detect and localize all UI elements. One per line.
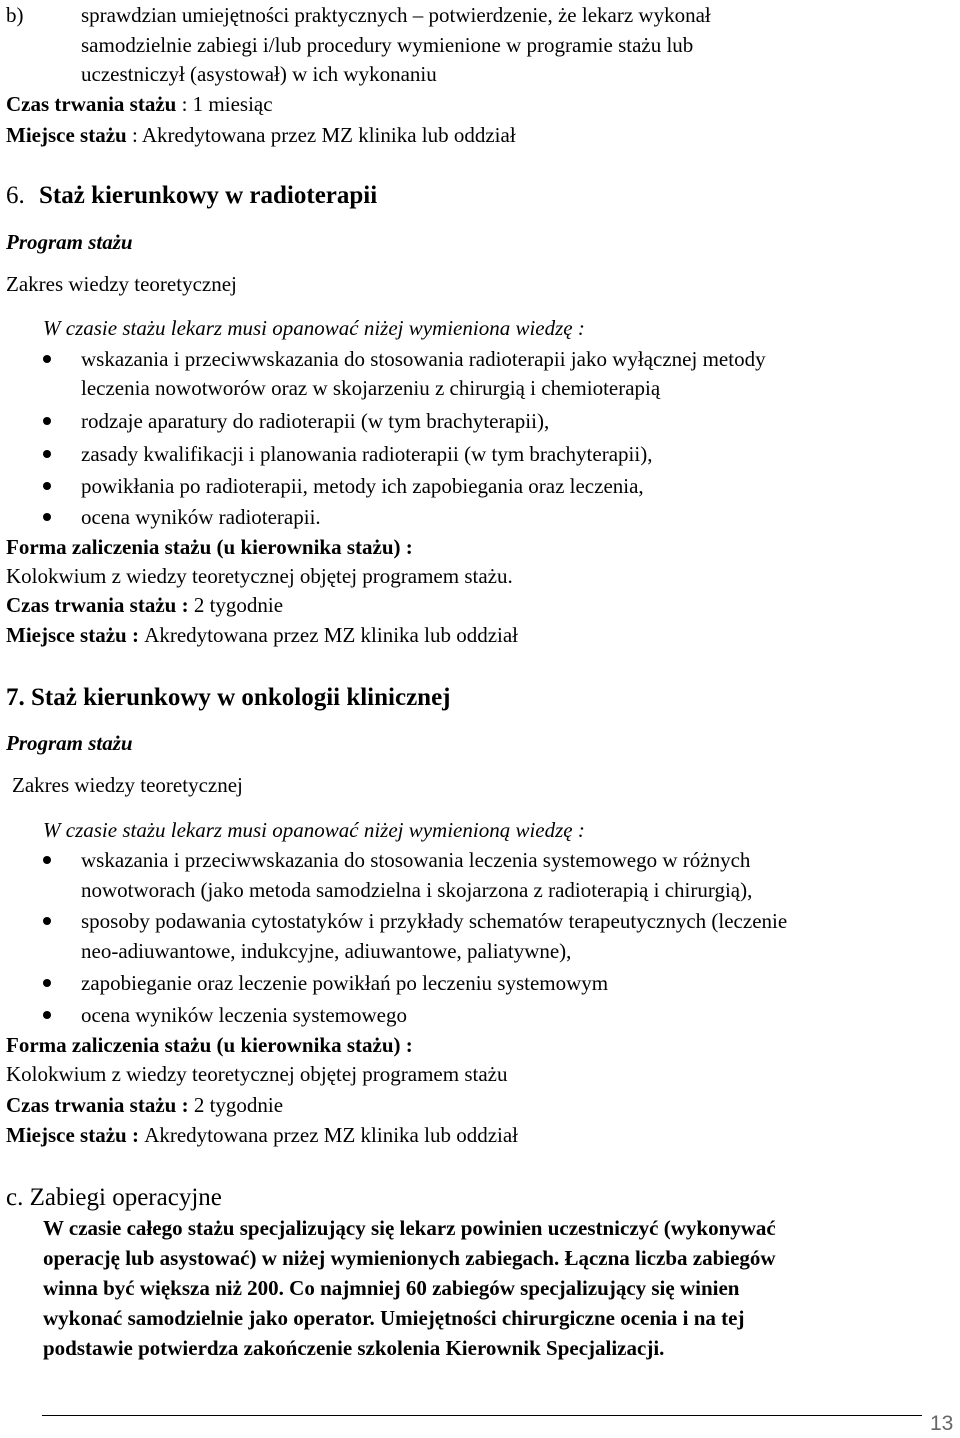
place-label: Miejsce stażu : (6, 1123, 145, 1147)
list-item-text: sposoby podawania cytostatyków i przykłady schematów terapeutycznych (leczenie (81, 909, 788, 933)
form-value: Kolokwium z wiedzy teoretycznej objętej programem stażu (6, 1062, 508, 1086)
bullet-icon (43, 450, 51, 458)
scope-label: Zakres wiedzy teoretycznej (12, 773, 243, 797)
paragraph-line: winna być większa niż 200. Co najmniej 60 zabiegów specjalizujący się winien (43, 1276, 740, 1300)
intro-text: W czasie stażu lekarz musi opanować niżej wymienioną wiedzę : (43, 818, 585, 842)
paragraph-line: wykonać samodzielnie jako operator. Umiejętności chirurgiczne ocenia i na tej (43, 1306, 745, 1330)
place-label: Miejsce stażu : (6, 623, 145, 647)
intro-text: W czasie stażu lekarz musi opanować niżej wymieniona wiedzę : (43, 316, 585, 340)
list-item-text-cont: neo-adiuwantowe, indukcyjne, adiuwantowe, paliatywne), (81, 939, 572, 963)
place-line (6, 1125, 518, 1146)
duration-label: Czas trwania stażu : (6, 593, 194, 617)
page-number: 13 (930, 1412, 954, 1435)
paragraph-line: W czasie całego stażu specjalizujący się lekarz powinien uczestniczyć (wykonywać (43, 1216, 776, 1240)
list-item-text: ocena wyników leczenia systemowego (81, 1003, 407, 1027)
section-7-heading: 7. Staż kierunkowy w onkologii klinicznej (6, 684, 451, 711)
bullet-icon (43, 482, 51, 490)
list-item-b-line1: sprawdzian umiejętności praktycznych – potwierdzenie, że lekarz wykonał (81, 3, 711, 27)
place-line (6, 125, 516, 146)
section-title: Staż kierunkowy w radioterapii (39, 182, 378, 209)
duration-value: : 1 miesiąc (176, 92, 273, 116)
duration-label: Czas trwania stażu (6, 92, 177, 116)
duration-value: 2 tygodnie (193, 1093, 284, 1117)
list-item-text: wskazania i przeciwwskazania do stosowania leczenia systemowego w różnych (81, 848, 751, 872)
form-label: Forma zaliczenia stażu (u kierownika stażu) : (6, 1033, 413, 1057)
bullet-icon (43, 917, 51, 925)
form-label: Forma zaliczenia stażu (u kierownika stażu) : (6, 535, 413, 559)
duration-line (6, 595, 283, 616)
bullet-icon (43, 513, 51, 521)
form-value: Kolokwium z wiedzy teoretycznej objętej programem stażu. (6, 564, 513, 588)
program-label: Program stażu (6, 230, 133, 254)
scope-label: Zakres wiedzy teoretycznej (6, 272, 237, 296)
duration-line (6, 1095, 283, 1116)
bullet-icon (43, 856, 51, 864)
list-item-text: ocena wyników radioterapii. (81, 505, 321, 529)
list-item-text: zasady kwalifikacji i planowania radioterapii (w tym brachyterapii), (81, 442, 653, 466)
list-item-text: zapobieganie oraz leczenie powikłań po leczeniu systemowym (81, 971, 609, 995)
bullet-icon (43, 1011, 51, 1019)
list-item-text: powikłania po radioterapii, metody ich zapobiegania oraz leczenia, (81, 474, 644, 498)
bullet-icon (43, 979, 51, 987)
bullet-icon (43, 355, 51, 363)
place-value: Akredytowana przez MZ klinika lub oddział (144, 1123, 518, 1147)
place-value: : Akredytowana przez MZ klinika lub oddział (126, 123, 516, 147)
list-item-b-line2: samodzielnie zabiegi i/lub procedury wymienione w programie stażu lub (81, 33, 694, 57)
section-number: 6. (6, 182, 25, 209)
list-item-text: wskazania i przeciwwskazania do stosowania radioterapii jako wyłącznej metody (81, 347, 766, 371)
duration-label: Czas trwania stażu : (6, 1093, 194, 1117)
list-item-b-line3: uczestniczył (asystował) w ich wykonaniu (81, 62, 437, 86)
list-marker: b) (6, 3, 24, 27)
program-label: Program stażu (6, 731, 133, 755)
list-item-text-cont: leczenia nowotworów oraz w skojarzeniu z chirurgią i chemioterapią (81, 376, 661, 400)
bullet-icon (43, 417, 51, 425)
duration-value: 2 tygodnie (193, 593, 284, 617)
section-6-heading (6, 183, 377, 208)
paragraph-line: podstawie potwierdza zakończenie szkolenia Kierownik Specjalizacji. (43, 1336, 665, 1360)
duration-line (6, 94, 273, 115)
list-item-text-cont: nowotworach (jako metoda samodzielna i skojarzona z radioterapią i chirurgią), (81, 878, 753, 902)
place-label: Miejsce stażu (6, 123, 127, 147)
footer-divider (42, 1415, 922, 1416)
section-c-heading: c. Zabiegi operacyjne (6, 1184, 222, 1211)
place-value: Akredytowana przez MZ klinika lub oddział (144, 623, 518, 647)
list-item-b (6, 5, 24, 26)
list-item-text: rodzaje aparatury do radioterapii (w tym brachyterapii), (81, 409, 550, 433)
paragraph-line: operację lub asystować) w niżej wymienionych zabiegach. Łączna liczba zabiegów (43, 1246, 776, 1270)
place-line (6, 625, 518, 646)
